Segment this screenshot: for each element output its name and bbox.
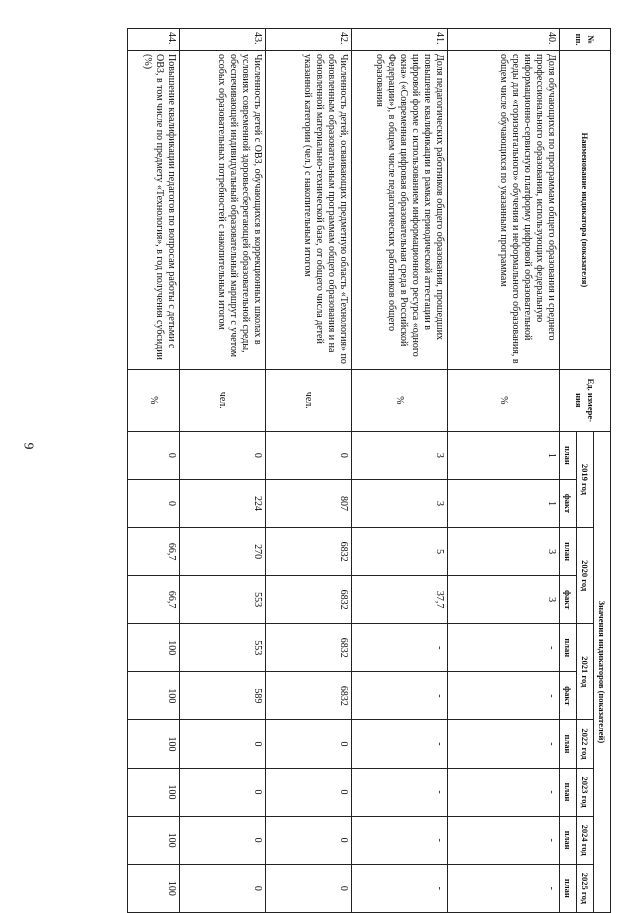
- value-cell: 6832: [266, 672, 352, 720]
- value-cell: 100: [128, 672, 180, 720]
- table-row: [448, 29, 560, 913]
- table-row: [352, 29, 448, 913]
- value-cell: 66,7: [128, 576, 180, 624]
- value-cell: -: [448, 672, 560, 720]
- value-cell: 100: [128, 624, 180, 672]
- value-cell: 3: [448, 528, 560, 576]
- value-cell: 0: [266, 768, 352, 816]
- value-cell: 100: [128, 768, 180, 816]
- row-unit: %: [352, 369, 448, 431]
- row-indicator-name: Численность детей с ОВЗ, обучающихся в коррекционных школах в условиях современной здоровьесберегающей образовательной среды, обеспечивающей индивидуальный образовательный маршрут с учетом особых образовательных потребностей с накопительным итогом: [180, 51, 266, 370]
- header-fact: факт: [560, 479, 577, 527]
- header-year-2021: 2021 год: [577, 624, 594, 720]
- indicators-table: [127, 28, 611, 913]
- header-plan: план: [560, 768, 577, 816]
- row-no: 42.: [266, 29, 352, 51]
- header-plan: план: [560, 816, 577, 864]
- value-cell: 100: [128, 864, 180, 912]
- value-cell: 589: [180, 672, 266, 720]
- value-cell: 0: [180, 431, 266, 479]
- value-cell: -: [352, 816, 448, 864]
- header-plan: план: [560, 624, 577, 672]
- row-indicator-name: Численность детей, осваивающих предметную область «Технология» по обновленным образовательным программам общего образования и на обновленной материально-технической базе, от общего числа детей указанной категории (чел.) с накопительным итогом: [266, 51, 352, 370]
- value-cell: 6832: [266, 576, 352, 624]
- row-no: 40.: [448, 29, 560, 51]
- value-cell: 66,7: [128, 528, 180, 576]
- header-fact: факт: [560, 672, 577, 720]
- row-no: 43.: [180, 29, 266, 51]
- row-indicator-name: Доля педагогических работников общего образования, прошедших повышение квалификации в рамках периодической аттестации в цифровой форме с использованием информационного ресурса «одного окна» («Современная цифровая образовательная среда в Российской Федерации»), в общем числе педагогических работников общего образования: [352, 51, 448, 370]
- value-cell: 6832: [266, 624, 352, 672]
- row-unit: чел.: [180, 369, 266, 431]
- rotated-page-content: [0, 28, 611, 913]
- header-year-2020: 2020 год: [577, 528, 594, 624]
- header-values: Значения индикаторов (показателей): [594, 431, 611, 912]
- value-cell: 0: [180, 720, 266, 768]
- header-plan: план: [560, 864, 577, 912]
- header-plan: план: [560, 528, 577, 576]
- value-cell: 0: [128, 431, 180, 479]
- value-cell: 3: [448, 576, 560, 624]
- value-cell: 100: [128, 720, 180, 768]
- header-plan: план: [560, 720, 577, 768]
- row-no: 41.: [352, 29, 448, 51]
- header-year-2022: 2022 год: [577, 720, 594, 768]
- table-row: [266, 29, 352, 913]
- header-no: № пп.: [560, 29, 611, 51]
- value-cell: 807: [266, 479, 352, 527]
- header-fact: факт: [560, 576, 577, 624]
- value-cell: -: [448, 768, 560, 816]
- value-cell: 0: [266, 816, 352, 864]
- value-cell: -: [352, 864, 448, 912]
- header-year-2023: 2023 год: [577, 768, 594, 816]
- value-cell: 553: [180, 576, 266, 624]
- table-row: [180, 29, 266, 913]
- value-cell: -: [352, 672, 448, 720]
- row-unit: чел.: [266, 369, 352, 431]
- value-cell: 6832: [266, 528, 352, 576]
- table-row: [128, 29, 180, 913]
- value-cell: 100: [128, 816, 180, 864]
- value-cell: 1: [448, 479, 560, 527]
- header-year-2019: 2019 год: [577, 431, 594, 527]
- row-unit: %: [448, 369, 560, 431]
- value-cell: -: [352, 624, 448, 672]
- row-indicator-name: Повышение квалификации педагогов по вопросам работы с детьми с ОВЗ, в том числе по предмету «Технология», в год получения субсидии (%): [128, 51, 180, 370]
- header-year-2024: 2024 год: [577, 816, 594, 864]
- value-cell: -: [448, 816, 560, 864]
- value-cell: 0: [180, 816, 266, 864]
- value-cell: 224: [180, 479, 266, 527]
- value-cell: 1: [448, 431, 560, 479]
- page-number: 9: [20, 442, 36, 450]
- value-cell: 5: [352, 528, 448, 576]
- value-cell: -: [448, 864, 560, 912]
- value-cell: 553: [180, 624, 266, 672]
- value-cell: -: [448, 624, 560, 672]
- value-cell: -: [448, 720, 560, 768]
- row-indicator-name: Доля обучающихся по программам общего образования и среднего профессионального образования, использующих федеральную информационно-сервисную платформу цифровой образовательной среды для «горизонтального» обучения и неформального образования, в общем числе обучающихся по указанным программам: [448, 51, 560, 370]
- row-unit: %: [128, 369, 180, 431]
- value-cell: -: [352, 720, 448, 768]
- row-no: 44.: [128, 29, 180, 51]
- value-cell: 3: [352, 479, 448, 527]
- value-cell: 37,7: [352, 576, 448, 624]
- value-cell: 3: [352, 431, 448, 479]
- value-cell: 0: [266, 720, 352, 768]
- header-unit: Ед. измере-ния: [560, 369, 611, 431]
- header-year-2025: 2025 год: [577, 864, 594, 912]
- value-cell: 0: [180, 864, 266, 912]
- value-cell: 0: [128, 479, 180, 527]
- value-cell: 0: [180, 768, 266, 816]
- value-cell: -: [352, 768, 448, 816]
- header-plan: план: [560, 431, 577, 479]
- header-name: Наименование индикатора (показателя): [560, 51, 611, 370]
- value-cell: 0: [266, 431, 352, 479]
- value-cell: 0: [266, 864, 352, 912]
- value-cell: 270: [180, 528, 266, 576]
